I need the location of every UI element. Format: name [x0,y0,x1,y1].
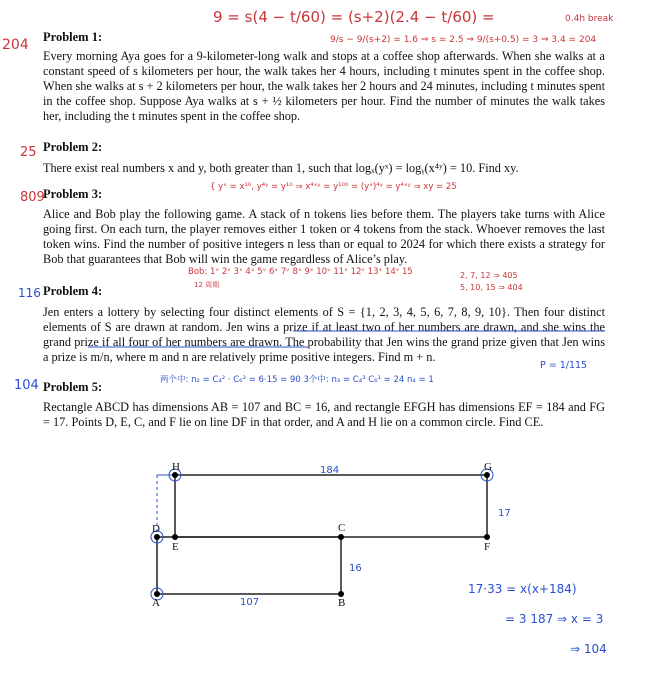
problem-5-text: Rectangle ABCD has dimensions AB = 107 and BC = 16, and rectangle EFGH has dimensions EF = 184 and FG = 17. Points D, E, C, and F lie on line DF in that order, and A and H lie on a common circle. Find CE. [43,400,605,429]
break-note: 0.4h break [565,14,614,24]
dim-16: 16 [349,563,362,574]
p5-work-3: ⇒ 104 [570,642,607,656]
p4-answer: 116 [18,286,41,300]
top-equation: 9 = s(4 − t/60) = (s+2)(2.4 − t/60) = [213,8,495,26]
rectangle-efgh [175,475,487,537]
p5-work-1: 17·33 = x(x+184) [468,582,577,596]
label-h: H [172,461,180,473]
dim-107: 107 [240,597,260,608]
problem-1-title: Problem 1: [43,30,103,44]
label-e: E [172,541,179,553]
problem-3-title: Problem 3: [43,187,103,201]
label-b: B [338,597,346,609]
point-f [484,534,490,540]
problem-4-text: Jen enters a lottery by selecting four distinct elements of S = {1, 2, 3, 4, 5, 6, 7, 8, 9, 10}. Then four distinct elements of S are drawn at random. Jen wins a prize if at least two of her numbers are drawn, and she wins the grand prize if all four of her numbers are drawn. The probability that Jen wins the grand prize given that Jen wins a prize is m/n, where m and n are relatively prime positive integers. Find m + n. [43,305,605,364]
p2-answer: 25 [20,145,37,160]
label-d: D [152,523,160,535]
dim-17: 17 [498,508,511,519]
problem-2-text: There exist real numbers x and y, both greater than 1, such that logₓ(yˣ) = logᵧ(x⁴ʸ) = 10. Find xy. [43,161,519,175]
problem-5-title: Problem 5: [43,380,103,394]
problem-1-text: Every morning Aya goes for a 9-kilometer-long walk and stops at a coffee shop afterwards. When she walks at a constant speed of s kilometers per hour, the walk takes her 4 hours, including t minutes spent in the coffee shop. When she walks at s + 2 kilometers per hour, the walk takes her 2 hours and 24 minutes, including t minutes spent in the coffee shop. Suppose Aya walks at s + ½ kilometers per hour. Find the number of minutes the walk takes her, including the t minutes spent in the coffee shop. [43,49,605,123]
p3-bob-work: Bob: 1ˣ 2ᵛ 3ˣ 4ˣ 5ᵛ 6ˣ 7ᵛ 8ˣ 9ˣ 10ᵛ 11ˣ 12ᵛ 13ˣ 14ᵛ 15 [188,267,413,277]
label-g: G [484,461,492,473]
problem-3-text: Alice and Bob play the following game. A stack of n tokens lies before them. The players take turns with Alice going first. On each turn, the player removes either 1 token or 4 tokens from the stack. Whoever removes the last token wins. Find the number of positive integers n less than or equal to 2024 for which there exists a strategy for Bob that guarantees that Bob will win the game regardless of Alice’s play. [43,207,605,266]
label-a: A [152,597,160,609]
point-c [338,534,344,540]
p3-count-1: 2, 7, 12 ⇒ 405 [460,271,518,280]
p5-answer: 104 [14,378,39,393]
p4-probability: P = 1/115 [540,360,588,371]
problem-4-title: Problem 4: [43,284,103,298]
p3-count-2: 5, 10, 15 ⇒ 404 [460,283,523,292]
point-e [172,534,178,540]
label-f: F [484,541,491,553]
p1-answer: 204 [2,37,29,53]
p3-bob-label: 12 周期 [194,281,220,289]
p5-work-2: = 3 187 ⇒ x = 3 [505,612,604,626]
top-work: 9/s − 9/(s+2) = 1.6 ⇒ s = 2.5 ⇒ 9/(s+0.5) = 3 ⇒ 3.4 = 204 [330,35,597,45]
p3-work: { yˣ = x¹⁰, y⁴ʸ = y¹⁰ ⇒ x⁴ˣʸ = y¹⁰⁰ = (yˣ)⁴ʸ = y⁴ˣʸ ⇒ xy = 25 [210,182,457,192]
label-c: C [338,522,346,534]
p3-answer: 809 [20,190,45,205]
rectangle-abcd [157,537,341,594]
dim-184: 184 [320,465,340,476]
p4-work: 两个中: n₂ = C₄² · C₆² = 6·15 = 90 3个中: n₃ = C₄³ C₆¹ = 24 n₄ = 1 [160,375,434,385]
problem-2-title: Problem 2: [43,140,103,154]
